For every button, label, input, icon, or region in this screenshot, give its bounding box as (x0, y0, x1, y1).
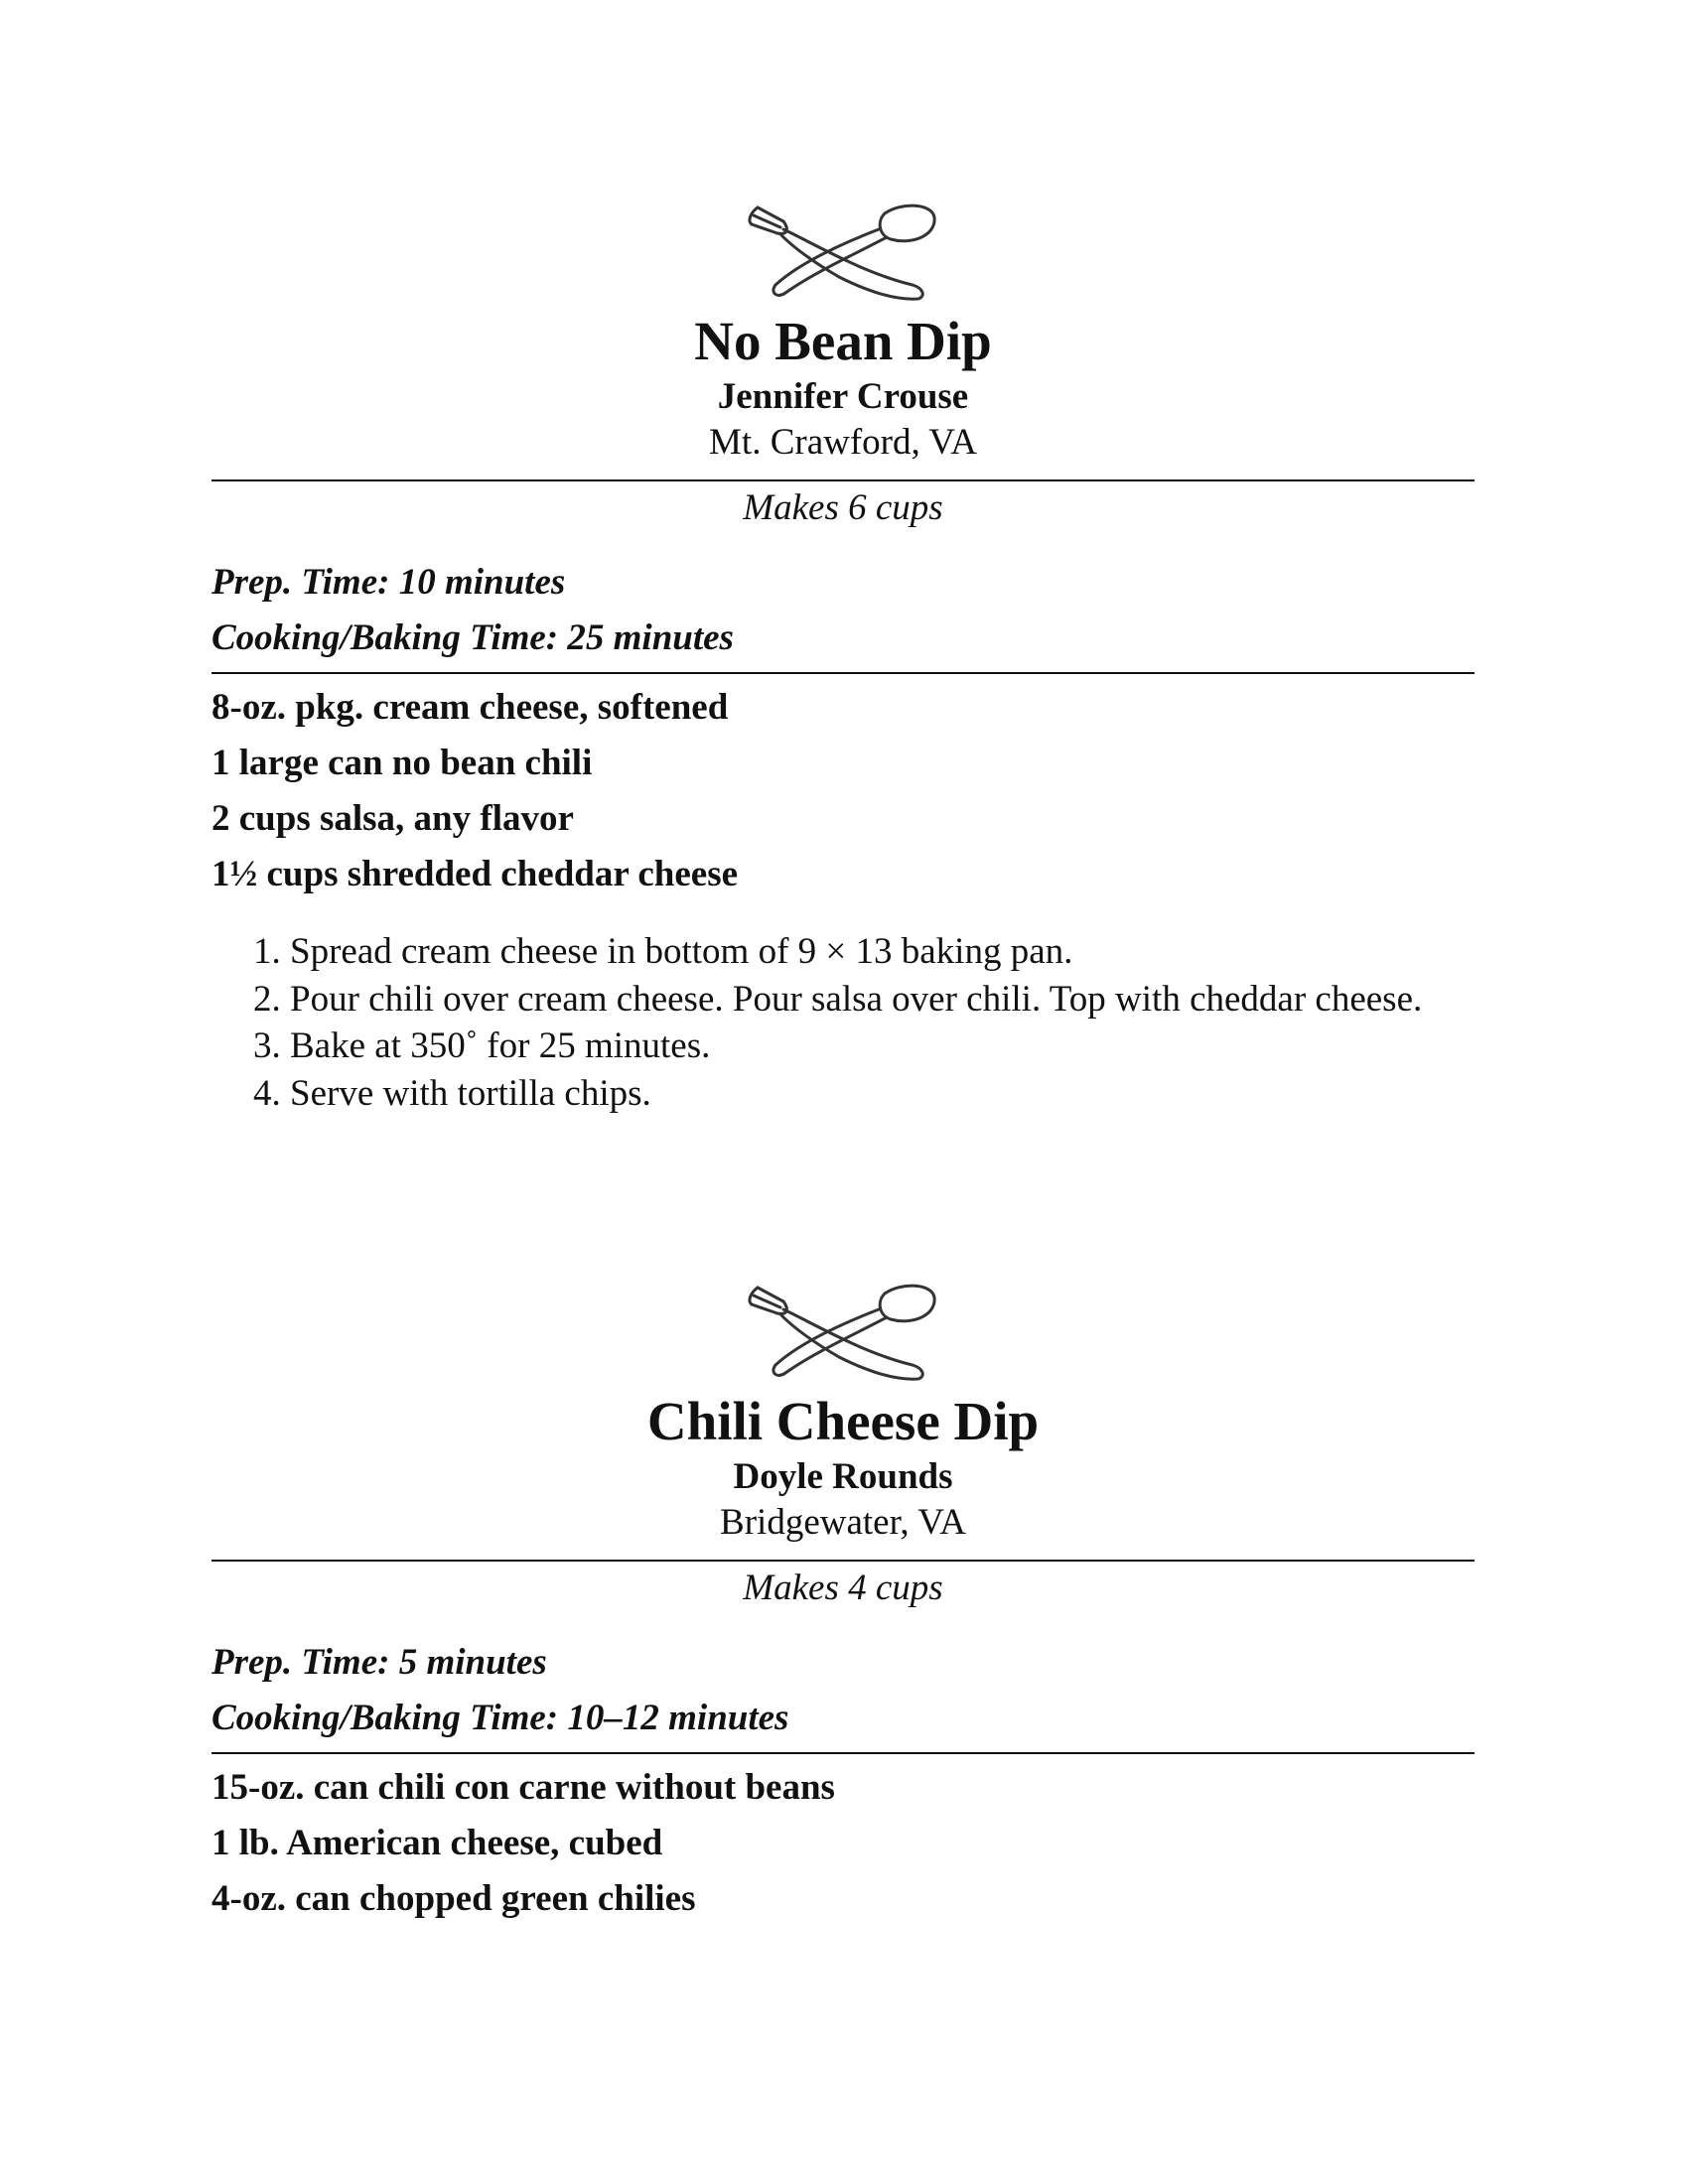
recipe-location: Mt. Crawford, VA (709, 422, 977, 463)
recipe-title: No Bean Dip (694, 311, 992, 371)
recipe-no-bean-dip (211, 194, 1475, 1117)
recipe-chili-cheese-dip (211, 1274, 1475, 1927)
recipe-times (211, 555, 1475, 666)
ingredient-item: 1 large can no bean chili (211, 743, 593, 783)
recipe-yield: Makes 6 cups (743, 487, 943, 528)
ingredient-list (211, 680, 1475, 902)
ingredient-item: 1½ cups shredded cheddar cheese (211, 854, 739, 894)
ingredient-item: 8-oz. pkg. cream cheese, softened (211, 687, 729, 728)
instruction-step: 4. Serve with tortilla chips. (253, 1072, 651, 1114)
prep-time: Prep. Time: 5 minutes (211, 1642, 547, 1683)
cook-time: Cooking/Baking Time: 25 minutes (211, 617, 734, 658)
instruction-step: 2. Pour chili over cream cheese. Pour salsa over chili. Top with cheddar cheese. (253, 978, 1423, 1020)
recipe-author: Doyle Rounds (733, 1456, 953, 1497)
recipe-yield: Makes 4 cups (743, 1568, 943, 1608)
fork-and-spoon-icon (211, 1274, 1475, 1383)
cook-time: Cooking/Baking Time: 10–12 minutes (211, 1698, 789, 1738)
prep-time: Prep. Time: 10 minutes (211, 562, 566, 603)
instruction-step: 3. Bake at 350˚ for 25 minutes. (253, 1025, 711, 1066)
recipe-author: Jennifer Crouse (717, 376, 969, 417)
divider (211, 479, 1475, 481)
divider (211, 1560, 1475, 1562)
divider (211, 1752, 1475, 1754)
instruction-step: 1. Spread cream cheese in bottom of 9 × 13 baking pan. (253, 931, 1073, 972)
ingredient-item: 15-oz. can chili con carne without beans (211, 1767, 835, 1808)
ingredient-item: 4-oz. can chopped green chilies (211, 1878, 696, 1919)
divider (211, 672, 1475, 674)
recipe-times (211, 1635, 1475, 1746)
ingredient-item: 2 cups salsa, any flavor (211, 798, 574, 839)
ingredient-item: 1 lb. American cheese, cubed (211, 1823, 663, 1863)
fork-and-spoon-icon (211, 194, 1475, 303)
recipe-title: Chili Cheese Dip (646, 1391, 1040, 1451)
ingredient-list (211, 1760, 1475, 1927)
recipe-location: Bridgewater, VA (720, 1502, 966, 1543)
instruction-list (211, 928, 1475, 1117)
